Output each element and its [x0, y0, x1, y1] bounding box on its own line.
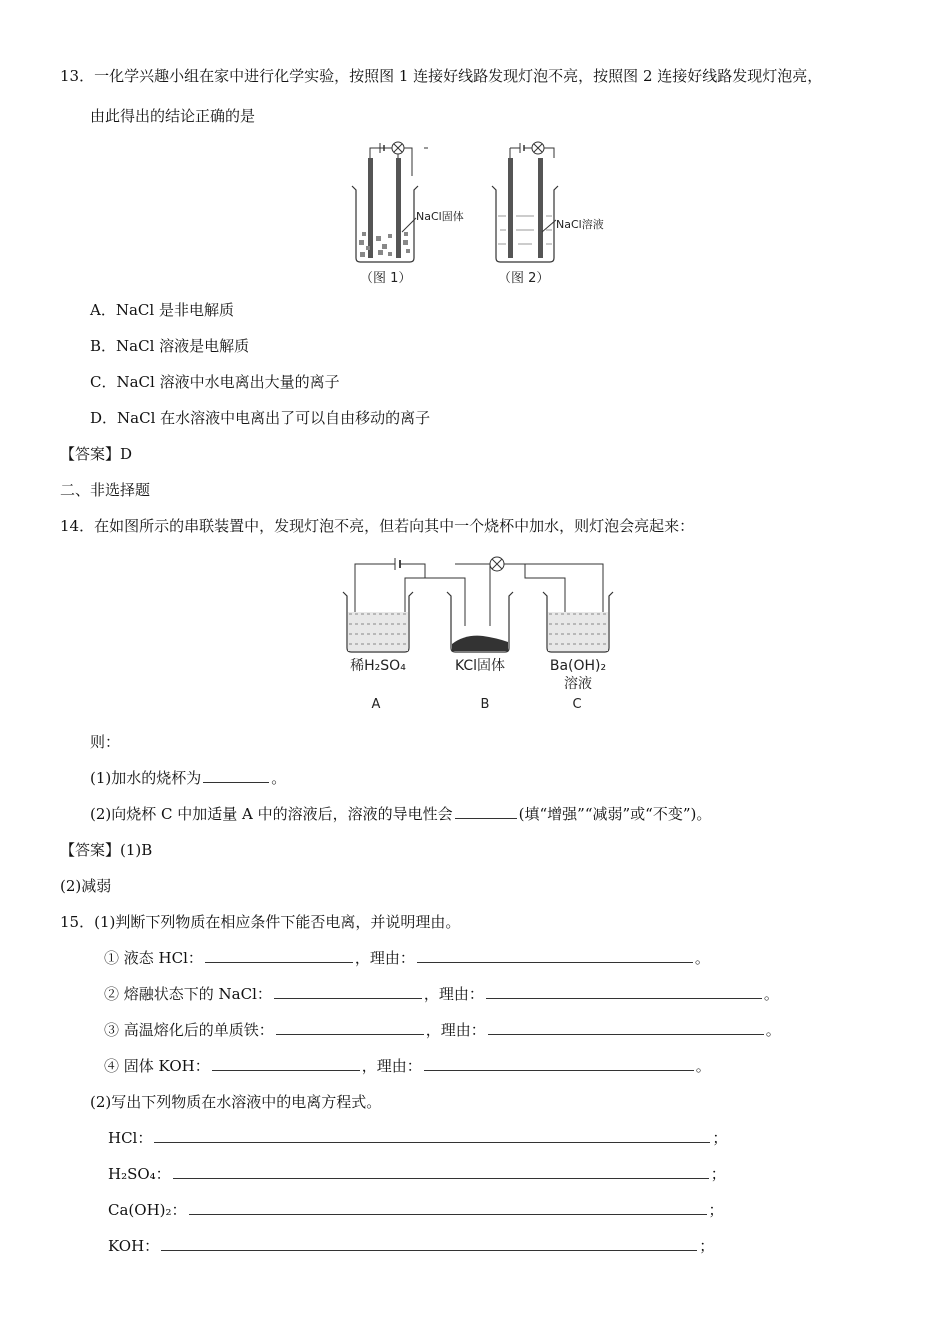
beaker-c-label-2: 溶液: [564, 676, 592, 692]
figure-1-dry-nacl: [352, 142, 464, 286]
q15-item-1-answer-blank[interactable]: [205, 948, 353, 963]
q14-then: 则：: [90, 733, 121, 751]
q14-answer-2: (2)减弱: [60, 877, 112, 895]
q15-part2: (2)写出下列物质在水溶液中的电离方程式。: [90, 1093, 382, 1111]
q15-eq-koh-blank[interactable]: [161, 1236, 697, 1251]
q13-answer: 【答案】D: [60, 445, 133, 463]
q14-part1-blank[interactable]: [203, 768, 269, 783]
figure-1-label: NaCl固体: [416, 210, 464, 223]
q13-figures: [340, 136, 630, 291]
figure-2-caption: （图 2）: [498, 271, 550, 286]
q15-item-2-reason-blank[interactable]: [486, 984, 762, 999]
q15-item-4-reason-blank[interactable]: [424, 1056, 694, 1071]
q15-stem: 15．(1)判断下列物质在相应条件下能否电离，并说明理由。: [60, 913, 461, 931]
figure-2-label: NaCl溶液: [556, 218, 604, 231]
q14-part2-blank[interactable]: [455, 804, 517, 819]
q15-eq-hcl: HCl： ；: [108, 1129, 728, 1147]
q15-item-2: ② 熔融状态下的 NaCl： ，理由： 。: [104, 985, 779, 1003]
q15-item-3: ③ 高温熔化后的单质铁： ，理由： 。: [104, 1021, 781, 1039]
beaker-a-letter: A: [371, 697, 381, 712]
q15-eq-koh: KOH： ；: [108, 1237, 715, 1255]
q13-option-c: C．NaCl 溶液中水电离出大量的离子: [90, 373, 340, 391]
q15-eq-h2so4: H₂SO₄： ；: [108, 1165, 726, 1183]
q14-part1: (1)加水的烧杯为 。: [90, 769, 287, 787]
section-heading: 二、非选择题: [60, 481, 151, 499]
beaker-c-label: Ba(OH)₂: [549, 658, 607, 674]
figure-1-caption: （图 1）: [360, 271, 412, 286]
q13-option-d: D．NaCl 在水溶液中电离出了可以自由移动的离子: [90, 409, 431, 427]
q14-part2: (2)向烧杯 C 中加适量 A 中的溶液后，溶液的导电性会 (填“增强”“减弱”或“不变”)。: [90, 805, 712, 823]
beaker-b-label: KCl固体: [454, 658, 506, 674]
beaker-a-label: 稀H₂SO₄: [350, 658, 406, 674]
q13-option-b: B．NaCl 溶液是电解质: [90, 337, 250, 355]
figure-2-nacl-solution: [492, 142, 604, 286]
q13-stem-line1: 13．一化学兴趣小组在家中进行化学实验，按照图 1 连接好线路发现灯泡不亮，按照图 2 连接好线路发现灯泡亮，: [60, 67, 823, 85]
q15-eq-caoh2: Ca(OH)₂： ；: [108, 1201, 724, 1219]
beaker-c-letter: C: [572, 697, 582, 712]
q15-item-1: ① 液态 HCl： ，理由： 。: [104, 949, 710, 967]
q13-stem-line2: 由此得出的结论正确的是: [90, 107, 256, 125]
beaker-b-letter: B: [480, 697, 490, 712]
q14-stem: 14．在如图所示的串联装置中，发现灯泡不亮，但若向其中一个烧杯中加水，则灯泡会亮起来：: [60, 517, 695, 535]
q15-eq-h2so4-blank[interactable]: [173, 1164, 709, 1179]
q14-series-circuit: [335, 548, 625, 718]
q15-item-1-reason-blank[interactable]: [417, 948, 693, 963]
q14-answer-1: 【答案】(1)B: [60, 841, 153, 859]
q15-item-4-answer-blank[interactable]: [212, 1056, 360, 1071]
q15-item-3-answer-blank[interactable]: [276, 1020, 424, 1035]
q15-item-2-answer-blank[interactable]: [274, 984, 422, 999]
q15-item-4: ④ 固体 KOH： ，理由： 。: [104, 1057, 711, 1075]
q13-option-a: A．NaCl 是非电解质: [90, 301, 234, 319]
q15-eq-caoh2-blank[interactable]: [189, 1200, 707, 1215]
q15-eq-hcl-blank[interactable]: [154, 1128, 710, 1143]
q15-item-3-reason-blank[interactable]: [488, 1020, 764, 1035]
